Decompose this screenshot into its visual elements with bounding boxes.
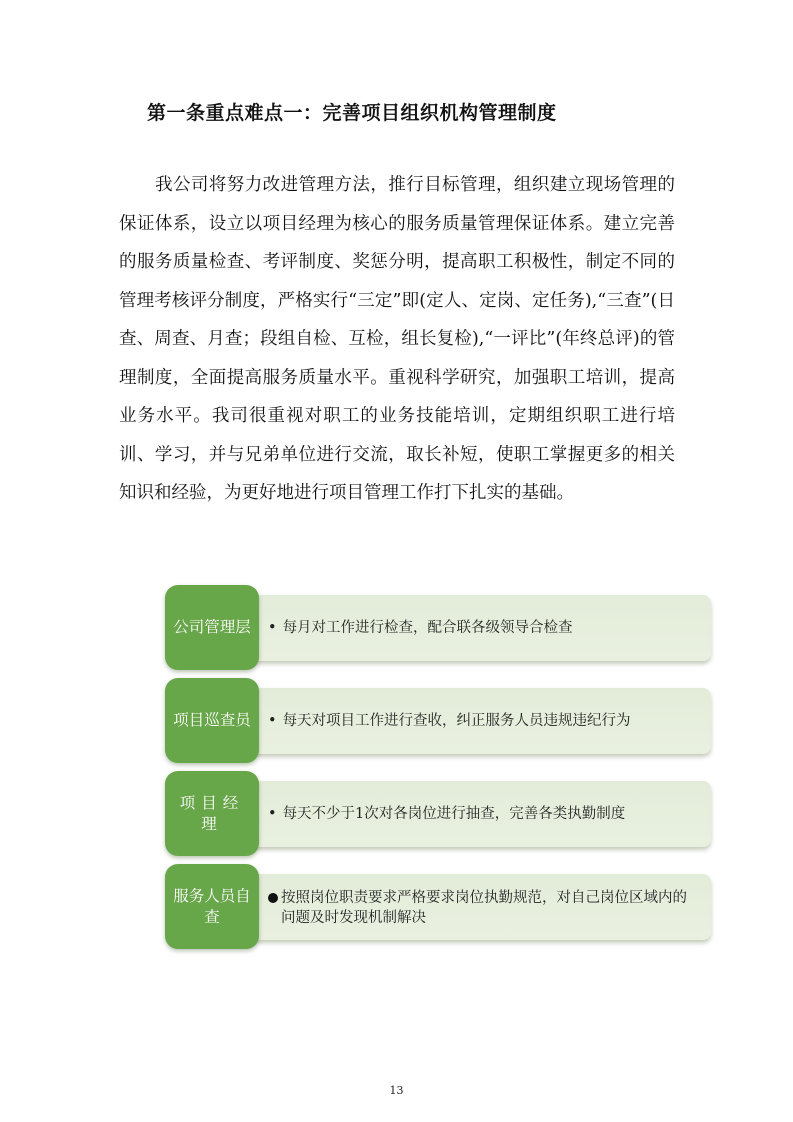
- row-label: 项目巡查员: [165, 678, 259, 763]
- page-number: 13: [389, 1084, 404, 1097]
- row-description-text: 按照岗位职责要求严格要求岗位执勤规范，对自己岗位区域内的问题及时发现机制解决: [281, 890, 687, 926]
- diagram-row-project-manager: [165, 771, 713, 856]
- diagram-row-staff-self-check: [165, 864, 713, 949]
- filled-circle-bullet-icon: [268, 893, 278, 903]
- bullet-icon: •: [268, 713, 277, 729]
- section-heading: 第一条重点难点一：完善项目组织机构管理制度: [147, 102, 557, 124]
- bullet-icon: •: [268, 806, 277, 822]
- bullet-icon: •: [268, 620, 277, 636]
- management-diagram: [165, 585, 713, 950]
- row-description: [268, 874, 698, 940]
- row-label: 公司管理层: [165, 585, 259, 670]
- row-label: 项目经理: [165, 771, 259, 856]
- row-label: 服务人员自查: [165, 864, 259, 949]
- diagram-row-company-management: [165, 585, 713, 670]
- row-description-text: 每天对项目工作进行查收，纠正服务人员违规违纪行为: [282, 713, 631, 729]
- row-description: [268, 595, 698, 661]
- diagram-row-project-inspector: [165, 678, 713, 763]
- row-description: [268, 781, 698, 847]
- row-description-text: 每天不少于1次对各岗位进行抽查，完善各类执勤制度: [282, 806, 626, 822]
- row-description-text: 每月对工作进行检查，配合联各级领导合检查: [282, 620, 573, 636]
- row-description: [268, 688, 698, 754]
- body-paragraph: 我公司将努力改进管理方法，推行目标管理，组织建立现场管理的保证体系，设立以项目经理为核心的服务质量管理保证体系。建立完善的服务质量检查、考评制度、奖惩分明，提高职工积极性，制定不同的管理考核评分制度，严格实行“三定”即(定人、定岗、定任务),“三查”(日查、周查、月查；段组自检、互检，组长复检),“一评比”(年终总评)的管理制度，全面提高服务质量水平。重视科学研究，加强职工培训，提高业务水平。我司很重视对职工的业务技能培训，定期组织职工进行培训、学习，并与兄弟单位进行交流，取长补短，使职工掌握更多的相关知识和经验，为更好地进行项目管理工作打下扎实的基础。: [119, 175, 675, 503]
